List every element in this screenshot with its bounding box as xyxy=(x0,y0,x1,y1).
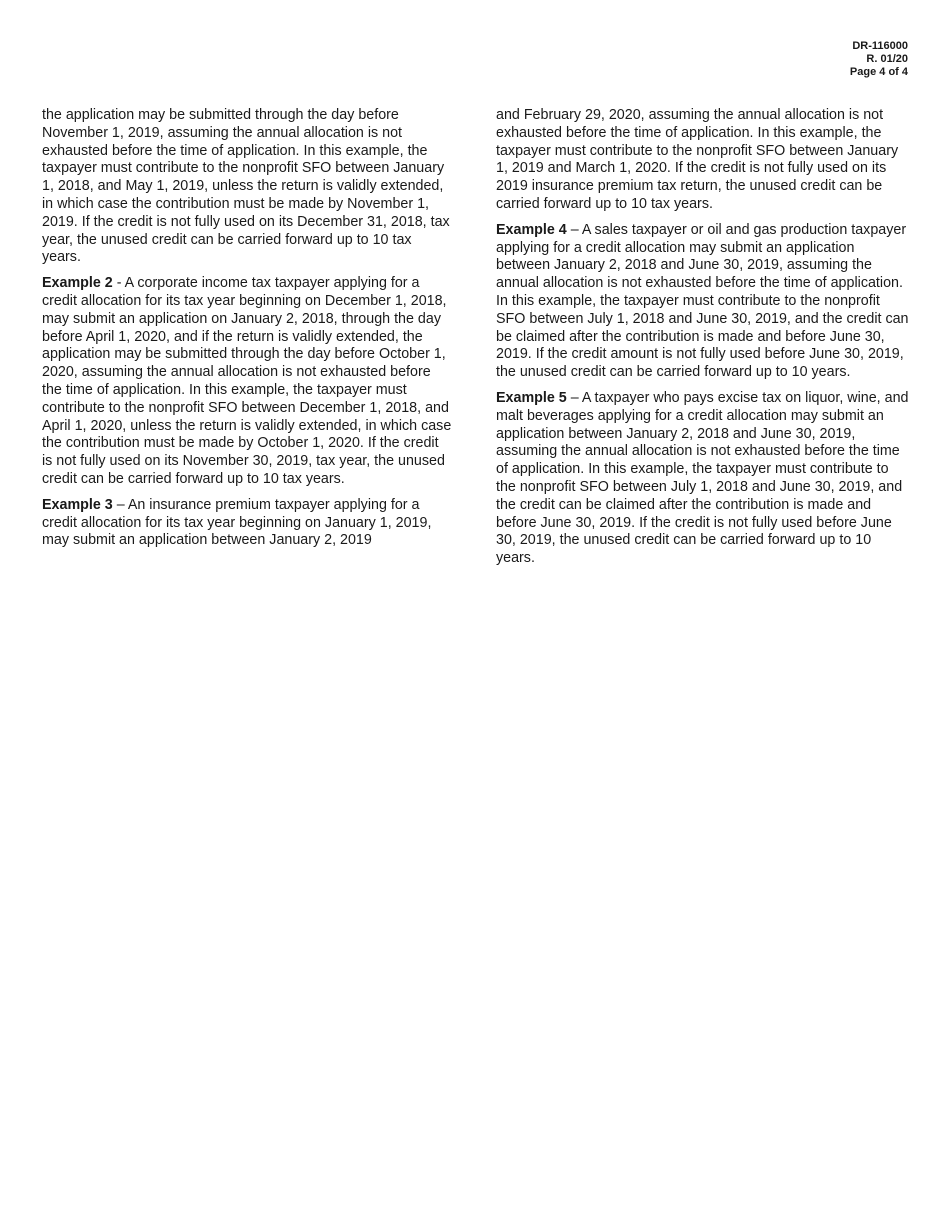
example-4-text: – A sales taxpayer or oil and gas production taxpayer applying for a credit allocation may submit an application between January 2, 2018 and June 30, 2019, assuming the annual allocation is not exhausted before the time of application. In this example, the taxpayer must contribute to the nonprofit SFO between July 1, 2018 and June 30, 2019, and the credit can be claimed after the contribution is made and before June 30, 2019. If the credit amount is not fully used before June 30, 2019, the unused credit can be carried forward up to 10 years. xyxy=(496,221,909,381)
example-3-paragraph xyxy=(42,497,452,550)
right-column xyxy=(496,107,910,576)
left-column xyxy=(42,107,452,558)
example-5-label: Example 5 xyxy=(496,389,567,406)
page-header xyxy=(850,40,908,79)
example-5-paragraph xyxy=(496,390,910,568)
example-2-paragraph xyxy=(42,275,452,489)
example-3-continued-paragraph: and February 29, 2020, assuming the annual allocation is not exhausted before the time of application. In this example, the taxpayer must contribute to the nonprofit SFO between January 1, 2019 and March 1, 2020. If the credit is not fully used on its 2019 insurance premium tax return, the unused credit can be carried forward up to 10 tax years. xyxy=(496,107,899,212)
continued-paragraph: the application may be submitted through the day before November 1, 2019, assuming the annual allocation is not exhausted before the time of application. In this example, the taxpayer must contribute to the nonprofit SFO between January 1, 2018, and May 1, 2019, unless the return is validly extended, in which case the contribution must be made by November 1, 2019. If the credit is not fully used on its December 31, 2018, tax year, the unused credit can be carried forward up to 10 tax years. xyxy=(42,107,450,266)
page-number: Page 4 of 4 xyxy=(849,66,908,78)
example-3-label: Example 3 xyxy=(42,496,113,513)
example-4-label: Example 4 xyxy=(496,221,567,238)
example-2-text: - A corporate income tax taxpayer applying for a credit allocation for its tax year beginning on December 1, 2018, may submit an application on January 2, 2018, through the day before April 1, 2020, and if the return is validly extended, the application may be submitted through the day before October 1, 2020, assuming the annual allocation is not exhausted before the time of application. In this example, the taxpayer must contribute to the nonprofit SFO between December 1, 2018, and April 1, 2020, unless the return is validly extended, in which case the contribution must be made by October 1, 2020. If the credit is not fully used on its November 30, 2019, tax year, the unused credit can be carried forward up to 10 tax years. xyxy=(42,275,452,487)
example-5-text: – A taxpayer who pays excise tax on liquor, wine, and malt beverages applying for a credit allocation may submit an application between January 2, 2018 and June 30, 2019, assuming the annual allocation is not exhausted before the time of application. In this example, the taxpayer must contribute to the nonprofit SFO between July 1, 2018 and June 30, 2019, and the credit can be claimed after the contribution is made and before June 30, 2019. If the credit is not fully used before June 30, 2019, the unused credit can be carried forward up to 10 years. xyxy=(496,389,909,567)
example-3-text: – An insurance premium taxpayer applying for a credit allocation for its tax year beginning on January 1, 2019, may submit an application between January 2, 2019 xyxy=(42,496,432,549)
example-4-paragraph xyxy=(496,222,910,382)
form-number: DR-116000 xyxy=(852,40,908,52)
form-revision: R. 01/20 xyxy=(866,53,908,65)
example-2-label: Example 2 xyxy=(42,275,113,292)
